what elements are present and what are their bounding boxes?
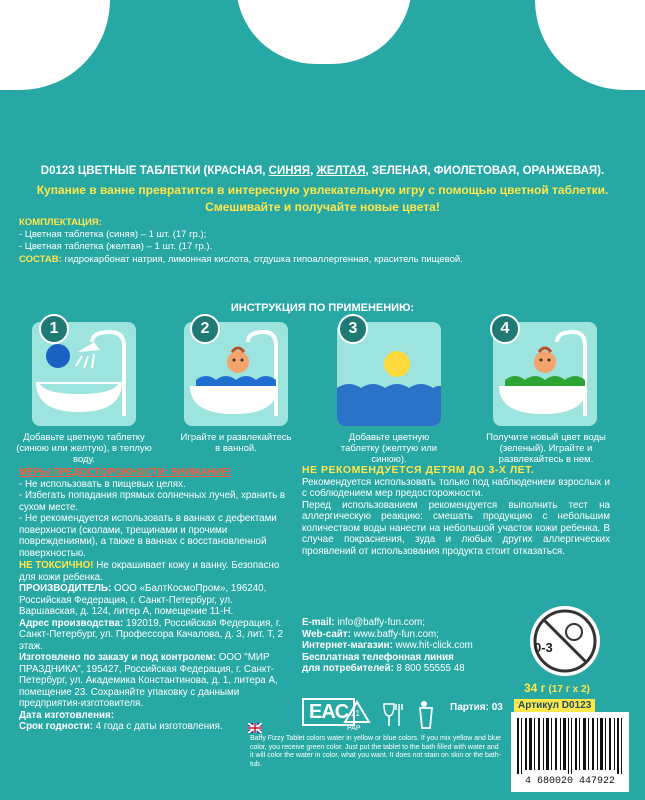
package-corner-cutout-right — [535, 0, 645, 90]
contacts-block — [302, 617, 522, 675]
website-line — [302, 629, 522, 641]
hotline-number: 8 800 55555 48 — [393, 663, 465, 674]
step-4-caption: Получите новый цвет воды (зеленый). Играйте и развлекайтесь в нем. — [486, 432, 606, 465]
age-warning: НЕ РЕКОМЕНДУЕТСЯ ДЕТЯМ ДО 3-Х ЛЕТ. — [302, 464, 535, 476]
barcode — [511, 712, 629, 792]
weight-detail: (17 г х 2) — [545, 684, 590, 695]
producer-label: ПРОИЗВОДИТЕЛЬ: — [19, 583, 112, 594]
email-line — [302, 617, 522, 629]
composition — [19, 254, 463, 265]
address-label: Адрес производства: — [19, 617, 124, 629]
instructions-heading: ИНСТРУКЦИЯ ПО ПРИМЕНЕНИЮ: — [230, 302, 415, 314]
package-corner-cutout-left — [0, 0, 110, 90]
hotline-line — [302, 663, 522, 675]
step-1-number: 1 — [39, 314, 69, 344]
title-text: ЦВЕТНЫЕ ТАБЛЕТКИ (КРАСНАЯ, — [77, 165, 269, 177]
precaution-item-2: - Избегать попадания прямых солнечных лучей, хранить в сухом месте. — [19, 490, 286, 513]
shop-label: Интернет-магазин: — [302, 640, 393, 651]
hang-tab-cutout — [236, 0, 412, 64]
title-tail: , ЗЕЛЕНАЯ, ФИОЛЕТОВАЯ, ОРАНЖЕВАЯ). — [365, 165, 605, 177]
article-number: Артикул D0123 — [514, 699, 595, 712]
step-2-caption: Играйте и развлекайтесь в ванной. — [180, 432, 292, 454]
glass-fork-icon — [379, 700, 407, 734]
kit-line-1: - Цветная таблетка (синяя) – 1 шт. (17 гр.); — [19, 229, 207, 240]
ordered-text: ООО "МИР ПРАЗДНИКА", 195427, Российская Федерация, г. Санкт-Петербург, ул. Академика Константинова, д. 1, литера А, помещение 23. Сохраняйте упаковку с данными предприятия-изготовителя. — [19, 652, 278, 709]
age-warning-block — [302, 465, 610, 557]
precaution-item-1: - Не использовать в пищевых целях. — [19, 478, 186, 490]
precautions-block — [19, 467, 289, 733]
composition-label: СОСТАВ: — [19, 254, 62, 265]
production-address — [19, 618, 289, 653]
step-2-number: 2 — [190, 314, 220, 344]
kit-heading: КОМПЛЕКТАЦИЯ: — [19, 217, 102, 228]
barcode-bars — [511, 712, 629, 776]
dispose-in-bin-icon — [412, 700, 440, 734]
slogan-line-1: Купание в ванне превратится в интересную увлекательную игру с помощью цветной таблетки. — [36, 183, 609, 197]
producer-info — [19, 583, 289, 618]
nontoxic-text: Не окрашивает кожу и ванну. Безопасно для кожи ребенка. — [19, 560, 280, 583]
age-badge-label: 0-3 — [534, 640, 553, 655]
shelf-label: Срок годности: — [19, 721, 93, 732]
step-1-caption: Добавьте цветную таблетку (синюю или желтую), в теплую воду. — [16, 432, 152, 465]
supervision-note: Рекомендуется использовать только под наблюдением взрослых и с соблюдением мер предосторожности. — [302, 476, 610, 499]
hotline-label-2: для потребителей: — [302, 663, 394, 674]
title-blue: СИНЯЯ — [268, 165, 311, 177]
barcode-number: 4 680020 447922 — [524, 776, 615, 787]
email-value[interactable]: info@baffy-fun.com; — [334, 617, 426, 628]
english-description: Baffy Fizzy Tablet colors water in yellow or blue colors. If you mix yellow and blue color, you receive green color. Just put the tablet to the bath filled with water and it will color the water in color, what you want. It does not stain on skin or the bath-tub. — [250, 735, 502, 768]
batch-number: Партия: 03 — [450, 702, 503, 713]
slogan-line-2: Смешивайте и получайте новые цвета! — [205, 200, 440, 214]
nontoxic-label: НЕ ТОКСИЧНО! — [19, 560, 94, 571]
website-value[interactable]: www.baffy-fun.com; — [350, 628, 439, 640]
uk-flag-icon — [248, 723, 262, 733]
title-yellow: ЖЕЛТАЯ — [316, 165, 366, 177]
product-code: D0123 — [40, 165, 75, 177]
email-label: E-mail: — [302, 617, 335, 628]
nontoxic-note — [19, 560, 289, 583]
weight-value: 34 г — [524, 681, 546, 695]
product-title — [0, 165, 645, 177]
date-label: Дата изготовления: — [19, 709, 114, 721]
title-separator: , — [310, 165, 317, 177]
step-4-number: 4 — [490, 314, 520, 344]
ordered-by — [19, 652, 289, 710]
recycle-code: PAP — [347, 725, 361, 732]
step-3-number: 3 — [338, 314, 368, 344]
age-restriction-icon — [530, 606, 600, 676]
ordered-label: Изготовлено по заказу и под контролем: — [19, 652, 216, 663]
website-label: Web-сайт: — [302, 628, 351, 640]
precautions-heading: МЕРЫ ПРЕДОСТОРОЖНОСТИ: ВНИМАНИЕ! — [19, 467, 232, 478]
net-weight — [524, 681, 590, 695]
hotline-label-1: Бесплатная телефонная линия — [302, 651, 454, 663]
kit-line-2: - Цветная таблетка (желтая) – 1 шт. (17 гр.). — [19, 241, 213, 252]
address-text: 192019, Российская Федерация, г. Санкт-Петербург, ул. Профессора Качалова, д. 3, лит. Т, 2 этаж. — [19, 617, 283, 652]
shop-line — [302, 640, 522, 652]
shop-value[interactable]: www.hit-click.com — [392, 640, 473, 651]
step-3-caption: Добавьте цветную таблетку (желтую или синюю). — [340, 432, 438, 465]
manufacture-date — [19, 710, 289, 722]
allergy-test-note: Перед использованием рекомендуется выполнить тест на аллергическую реакцию: смешать продукцию с небольшим количеством воды нанести на небольшой участок кожи ребенка. В случае покраснения, зуда и любых других аллергических проявлений от использования продукта стоит отказаться. — [302, 499, 610, 557]
composition-text: гидрокарбонат натрия, лимонная кислота, отдушка гипоаллергенная, краситель пищевой. — [61, 254, 463, 265]
shelf-text: 4 года с даты изготовления. — [93, 721, 223, 732]
recycle-number: 21 — [351, 709, 360, 718]
producer-text: ООО «БалтКосмоПром», 196240, Российская Федерация, г. Санкт-Петербург, ул. Варшавская, д. 124, литер А, помещение 11-Н. — [19, 583, 267, 617]
precaution-item-3: - Не рекомендуется использовать в ваннах с дефектами поверхности (сколами, трещинами и прочими повреждениями), а также в ваннах с восстановленной поверхностью. — [19, 513, 277, 559]
eac-mark: EAC — [302, 698, 355, 726]
